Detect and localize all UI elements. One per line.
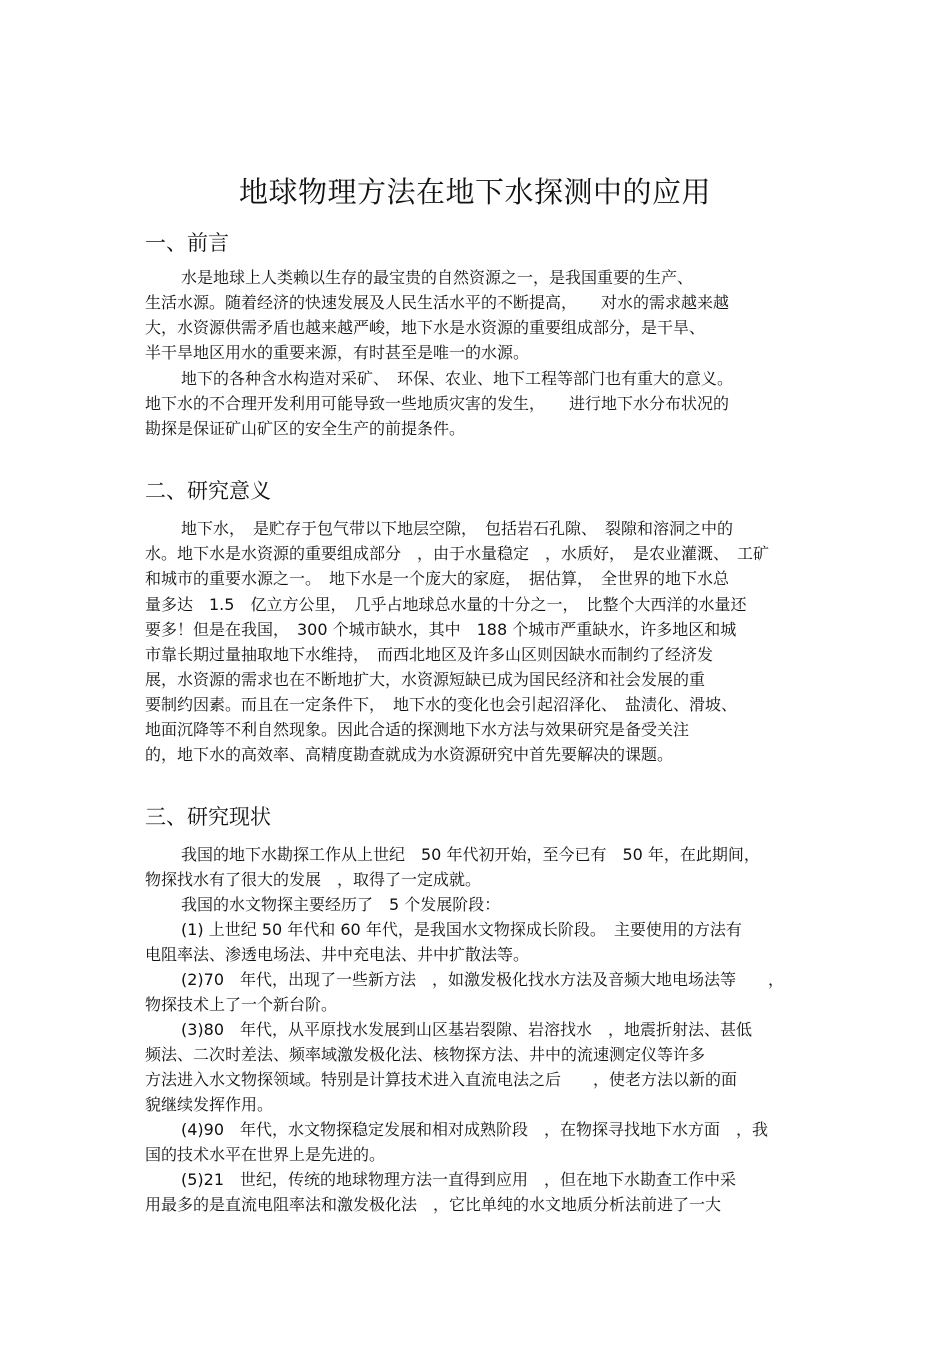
paragraph-line: 物探技术上了一个新台阶。 (145, 995, 338, 1014)
paragraph-line: (4)90 年代，水文物探稳定发展和相对成熟阶段 ，在物探寻找地下水方面 ，我 (181, 1120, 769, 1139)
paragraph-line: 和城市的重要水源之一。 地下水是一个庞大的家庭， 据估算， 全世界的地下水总 (145, 569, 730, 588)
paragraph-line: 地下水， 是贮存于包气带以下地层空隙， 包括岩石孔隙、 裂隙和溶洞之中的 (181, 519, 734, 538)
paragraph-line: 市靠长期过量抽取地下水维持， 而西北地区及许多山区则因缺水而制约了经济发 (145, 645, 714, 664)
paragraph-line: 用最多的是直流电阻率法和激发极化法 ，它比单纯的水文地质分析法前进了一大 (145, 1195, 722, 1214)
paragraph-line: 要多！但是在我国， 300 个城市缺水，其中 188 个城市严重缺水，许多地区和城 (145, 620, 737, 639)
paragraph-line: 展，水资源的需求也在不断地扩大，水资源短缺已成为国民经济和社会发展的重 (145, 670, 706, 689)
paragraph-line: (3)80 年代，从平原找水发展到山区基岩裂隙、岩溶找水 ，地震折射法、甚低 (181, 1020, 753, 1039)
section-heading: 三、研究现状 (145, 805, 271, 829)
paragraph-line: 方法进入水文物探领域。特别是计算技术进入直流电法之后 ，使老方法以新的面 (145, 1070, 738, 1089)
paragraph-line: 大，水资源供需矛盾也越来越严峻，地下水是水资源的重要组成部分，是干旱、 (145, 318, 706, 337)
paragraph-line: 水是地球上人类赖以生存的最宝贵的自然资源之一，是我国重要的生产、 (181, 268, 694, 287)
paragraph-line: 貌继续发挥作用。 (145, 1095, 274, 1114)
section-heading: 一、前言 (145, 231, 229, 255)
paragraph-line: 地面沉降等不利自然现象。因此合适的探测地下水方法与效果研究是备受关注 (145, 720, 690, 739)
paragraph-line: 要制约因素。而且在一定条件下， 地下水的变化也会引起沼泽化、 盐渍化、滑坡、 (145, 695, 738, 714)
paragraph-line: 国的技术水平在世界上是先进的。 (145, 1145, 386, 1164)
paragraph-line: 地下的各种含水构造对采矿、 环保、农业、地下工程等部门也有重大的意义。 (181, 369, 734, 388)
paragraph-line: 半干旱地区用水的重要来源，有时甚至是唯一的水源。 (145, 343, 530, 362)
document-title: 地球物理方法在地下水探测中的应用 (238, 175, 711, 209)
paragraph-line: 我国的水文物探主要经历了 5 个发展阶段： (181, 895, 501, 914)
paragraph-line: 生活水源。随着经济的快速发展及人民生活水平的不断提高， 对水的需求越来越 (145, 293, 730, 312)
section-heading: 二、研究意义 (145, 479, 271, 503)
paragraph-line: 电阻率法、渗透电场法、井中充电法、井中扩散法等。 (145, 945, 530, 964)
paragraph-line: (2)70 年代，出现了一些新方法 ，如激发极化找水方法及音频大地电场法等 ， (181, 970, 785, 989)
paragraph-line: 我国的地下水勘探工作从上世纪 50 年代初开始，至今已有 50 年，在此期间， (181, 845, 760, 864)
paragraph-line: 水。地下水是水资源的重要组成部分 ，由于水量稳定 ，水质好， 是农业灌溉、 工矿 (145, 544, 770, 563)
paragraph-line: (1) 上世纪 50 年代和 60 年代，是我国水文物探成长阶段。 主要使用的方法有 (181, 920, 742, 939)
paragraph-line: 频法、二次时差法、频率域激发极化法、核物探方法、井中的流速测定仪等许多 (145, 1045, 706, 1064)
paragraph-line: 物探找水有了很大的发展 ，取得了一定成就。 (145, 870, 482, 889)
paragraph-line: 量多达 1.5 亿立方公里， 几乎占地球总水量的十分之一， 比整个大西洋的水量还 (145, 595, 747, 614)
paragraph-line: 地下水的不合理开发利用可能导致一些地质灾害的发生， 进行地下水分布状况的 (145, 394, 730, 413)
paragraph-line: 勘探是保证矿山矿区的安全生产的前提条件。 (145, 419, 466, 438)
paragraph-line: 的，地下水的高效率、高精度勘查就成为水资源研究中首先要解决的课题。 (145, 745, 674, 764)
paragraph-line: (5)21 世纪，传统的地球物理方法一直得到应用 ，但在地下水勘查工作中采 (181, 1170, 737, 1189)
